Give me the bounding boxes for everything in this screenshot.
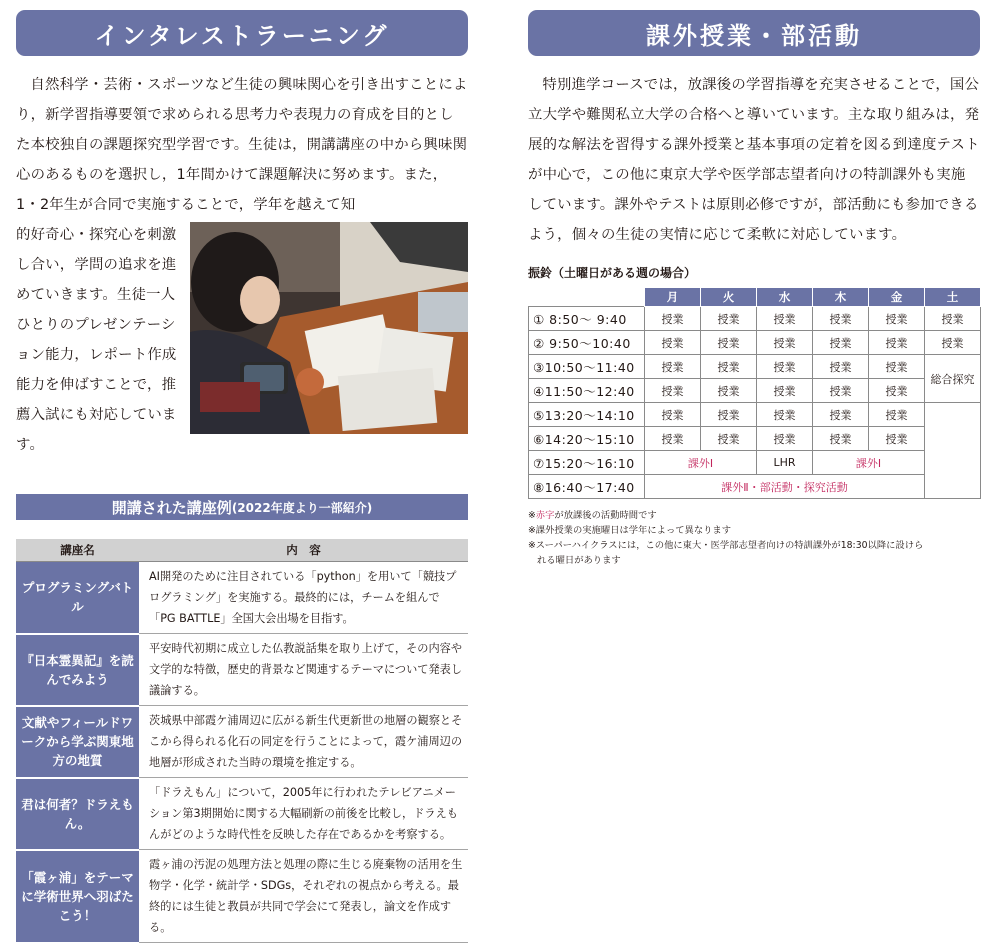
table-row bbox=[16, 706, 468, 778]
note-1-red: 赤字 bbox=[535, 510, 555, 521]
schedule-notes bbox=[528, 508, 980, 568]
class-cell: 授業 bbox=[925, 307, 981, 331]
table-row bbox=[529, 331, 981, 355]
course-name: 文献やフィールドワークから学ぶ関東地方の地質 bbox=[16, 706, 139, 778]
table-row bbox=[529, 403, 981, 427]
saturday-empty-cell bbox=[925, 403, 981, 499]
class-cell: 授業 bbox=[757, 331, 813, 355]
schedule-table bbox=[528, 287, 981, 499]
table-row bbox=[529, 475, 981, 499]
course-name: 『日本霊異記』を読んでみよう bbox=[16, 634, 139, 706]
class-cell: 授業 bbox=[701, 307, 757, 331]
table-row bbox=[529, 451, 981, 475]
course-desc: AI開発のために注目されている「python」を用いて「競技プログラミング」を実施する。最終的には，チームを組んで「PG BATTLE」全国大会出場を目指す。 bbox=[139, 562, 468, 634]
schedule-header-row bbox=[529, 288, 981, 307]
note-1-prefix: ※ bbox=[528, 510, 536, 521]
class-cell: 授業 bbox=[757, 307, 813, 331]
class-cell: 授業 bbox=[645, 379, 701, 403]
class-cell: 授業 bbox=[645, 355, 701, 379]
extra-class-2-activities: 課外Ⅱ・部活動・探究活動 bbox=[645, 475, 925, 499]
class-cell: 授業 bbox=[701, 403, 757, 427]
course-examples-title: 開講された講座例 bbox=[111, 498, 232, 517]
note-3a: ※スーパーハイクラスには，この他に東大・医学部志望者向けの特訓課外が18:30以降に設けら bbox=[528, 540, 924, 551]
period-1: ① 8:50〜 9:40 bbox=[529, 307, 645, 331]
class-cell: 授業 bbox=[813, 355, 869, 379]
interest-learning-lower bbox=[16, 220, 468, 460]
interest-learning-title: インタレストラーニング bbox=[16, 10, 468, 56]
note-1-suffix: が放課後の活動時間です bbox=[554, 510, 657, 521]
course-examples-note: (2022年度より一部紹介) bbox=[231, 500, 373, 515]
extracurricular-title: 課外授業・部活動 bbox=[528, 10, 980, 56]
course-name: 君は何者？ドラえもん。 bbox=[16, 778, 139, 850]
course-desc: 茨城県中部霞ケ浦周辺に広がる新生代更新世の地層の観察とそこから得られる化石の同定を行うことによって，霞ケ浦周辺の地層が形成された当時の環境を推定する。 bbox=[139, 706, 468, 778]
class-cell: 授業 bbox=[813, 307, 869, 331]
interest-learning-intro: 自然科学・芸術・スポーツなど生徒の興味関心を引き出すことにより，新学習指導要領で求められる思考力や表現力の育成を目的とした本校独自の課題探究型学習です。生徒は，開講講座の中から興味関心のあるものを選択し，1年間かけて課題解決に努めます。また，1・2年生が合同で実施することで，学年を越えて知 bbox=[16, 77, 468, 213]
day-wed: 水 bbox=[757, 288, 813, 307]
class-cell: 授業 bbox=[757, 403, 813, 427]
table-row bbox=[529, 355, 981, 379]
period-6: ⑥14:20〜15:10 bbox=[529, 427, 645, 451]
day-sat: 土 bbox=[925, 288, 981, 307]
class-cell: 授業 bbox=[813, 403, 869, 427]
course-table bbox=[16, 539, 468, 944]
class-cell: 授業 bbox=[813, 331, 869, 355]
day-tue: 火 bbox=[701, 288, 757, 307]
class-cell: 授業 bbox=[757, 427, 813, 451]
course-desc: 平安時代初期に成立した仏教説話集を取り上げて，その内容や文学的な特徴，歴史的背景など関連するテーマについて発表し議論する。 bbox=[139, 634, 468, 706]
period-3: ③10:50〜11:40 bbox=[529, 355, 645, 379]
class-cell: 授業 bbox=[757, 355, 813, 379]
photo-illustration bbox=[190, 222, 468, 434]
course-desc: 「ドラえもん」について，2005年に行われたテレビアニメーション第3期開始に関する大幅刷新の前後を比較し，ドラえもんがどのような時代性を反映した存在であるかを考察する。 bbox=[139, 778, 468, 850]
class-cell: 授業 bbox=[645, 427, 701, 451]
class-cell: 授業 bbox=[701, 379, 757, 403]
extra-class-1-thu-fri: 課外Ⅰ bbox=[813, 451, 925, 475]
class-cell: 授業 bbox=[813, 427, 869, 451]
table-row bbox=[529, 307, 981, 331]
class-cell: 授業 bbox=[813, 379, 869, 403]
note-2: ※課外授業の実施曜日は学年によって異なります bbox=[528, 525, 732, 536]
class-cell: 授業 bbox=[701, 331, 757, 355]
class-cell: 授業 bbox=[645, 403, 701, 427]
period-7: ⑦15:20〜16:10 bbox=[529, 451, 645, 475]
class-cell: 授業 bbox=[869, 403, 925, 427]
course-content-header: 内 容 bbox=[139, 539, 468, 562]
note-3b: れる曜日があります bbox=[537, 555, 621, 566]
saturday-inquiry-cell: 総合探究 bbox=[925, 355, 981, 403]
extracurricular-section bbox=[528, 10, 980, 568]
class-cell: 授業 bbox=[869, 379, 925, 403]
class-cell: 授業 bbox=[645, 307, 701, 331]
course-name: 「霞ヶ浦」をテーマに学術世界へ羽ばたこう！ bbox=[16, 850, 139, 943]
table-row bbox=[529, 379, 981, 403]
lhr-cell: LHR bbox=[757, 451, 813, 475]
students-working-photo bbox=[190, 222, 468, 434]
class-cell: 授業 bbox=[645, 331, 701, 355]
schedule-corner bbox=[529, 288, 645, 307]
class-cell: 授業 bbox=[701, 427, 757, 451]
interest-learning-continuation: 的好奇心・探究心を刺激し合い，学問の追求を進めていきます。生徒一人ひとりのプレゼンテーション能力，レポート作成能力を伸ばすことで，推薦入試にも対応しています。 bbox=[16, 227, 177, 453]
schedule-caption: 振鈴（土曜日がある週の場合） bbox=[528, 266, 697, 280]
period-8: ⑧16:40〜17:40 bbox=[529, 475, 645, 499]
day-mon: 月 bbox=[645, 288, 701, 307]
table-row bbox=[529, 427, 981, 451]
table-row bbox=[16, 850, 468, 943]
class-cell: 授業 bbox=[869, 331, 925, 355]
table-row bbox=[16, 562, 468, 634]
interest-learning-section bbox=[16, 10, 468, 944]
course-table-header-row bbox=[16, 539, 468, 562]
period-5: ⑤13:20〜14:10 bbox=[529, 403, 645, 427]
table-row bbox=[16, 634, 468, 706]
day-thu: 木 bbox=[813, 288, 869, 307]
table-row bbox=[16, 778, 468, 850]
class-cell: 授業 bbox=[701, 355, 757, 379]
period-4: ④11:50〜12:40 bbox=[529, 379, 645, 403]
course-name: プログラミングバトル bbox=[16, 562, 139, 634]
note-1 bbox=[528, 508, 980, 523]
class-cell: 授業 bbox=[757, 379, 813, 403]
extra-class-1-mon-tue: 課外Ⅰ bbox=[645, 451, 757, 475]
course-name-header: 講座名 bbox=[16, 539, 139, 562]
course-examples-header bbox=[16, 494, 468, 520]
class-cell: 授業 bbox=[925, 331, 981, 355]
class-cell: 授業 bbox=[869, 355, 925, 379]
class-cell: 授業 bbox=[869, 427, 925, 451]
class-cell: 授業 bbox=[869, 307, 925, 331]
day-fri: 金 bbox=[869, 288, 925, 307]
period-2: ② 9:50〜10:40 bbox=[529, 331, 645, 355]
course-desc: 霞ヶ浦の汚泥の処理方法と処理の際に生じる廃棄物の活用を生物学・化学・統計学・SDGs，それぞれの視点から考える。最終的には生徒と教員が共同で学会にて発表し，論文を作成する。 bbox=[139, 850, 468, 943]
extracurricular-intro: 特別進学コースでは，放課後の学習指導を充実させることで，国公立大学や難関私立大学の合格へと導いています。主な取り組みは，発展的な解法を習得する課外授業と基本事項の定着を図る到達度テストが中心で，この他に東京大学や医学部志望者向けの特訓課外も実施しています。課外やテストは原則必修ですが，部活動にも参加できるよう，個々の生徒の実情に応じて柔軟に対応しています。 bbox=[528, 77, 980, 243]
